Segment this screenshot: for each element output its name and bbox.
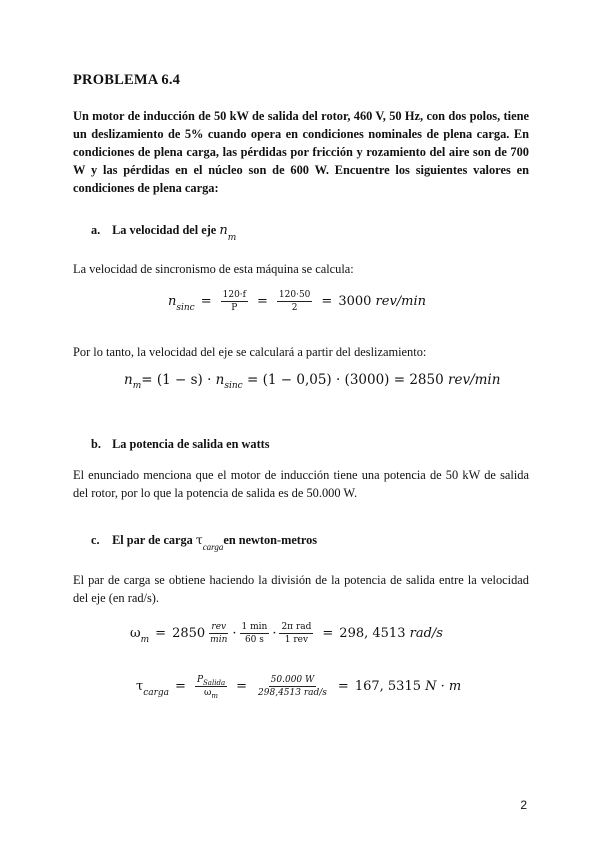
eq3-dot-1: · [232, 626, 237, 641]
eq2-middle-2: = (1 − 0,05) · (3000) = 2850 [242, 372, 448, 388]
section-c-symbol-sub: carga [202, 542, 224, 552]
eq4-lhs: τ [136, 679, 144, 694]
section-b-label: La potencia de salida en watts [112, 437, 270, 451]
eq3-fraction-2: $\frac{1 \min}{60 s}$ [241, 622, 268, 645]
section-b-letter: b. [91, 437, 101, 451]
eq3-fraction-1: $\frac{\text{rev}}{\min}$ [210, 622, 228, 645]
eq1-equals-3: = [321, 294, 333, 309]
section-c-letter: c. [91, 533, 100, 547]
section-a-heading [91, 223, 237, 243]
equation-torque [136, 675, 461, 698]
eq2-n: n [215, 372, 225, 388]
eq4-fraction-1: $\frac{P_{Salida}}{\omega_m}$ [196, 675, 226, 700]
eq3-lhs-sub: m [140, 634, 150, 645]
eq3-lhs: ω [130, 626, 141, 641]
eq1-unit: rev/min [375, 294, 427, 309]
section-c-symbol: τ [195, 533, 203, 547]
eq3-equals-2: = [322, 626, 334, 641]
eq1-equals: = [200, 294, 212, 309]
eq1-result: 3000 [338, 294, 372, 309]
equation-shaft-speed [124, 372, 501, 391]
section-c-label-post: en newton-metros [223, 533, 318, 547]
section-c-label-pre: El par de carga [112, 533, 196, 547]
eq3-result: 298, 4513 [339, 626, 406, 641]
paragraph-b: El enunciado menciona que el motor de inducción tiene una potencia de 50 kW de salida del rotor, por lo que la potencia de salida es de 50.000 W. [73, 468, 529, 500]
eq4-lhs-sub: carga [143, 687, 170, 698]
eq1-fraction-2: $\frac{120\cdot 50}{2}$ [278, 290, 311, 313]
eq3-dot-2: · [272, 626, 277, 641]
section-c-heading [91, 533, 318, 552]
section-a-letter: a. [91, 223, 101, 237]
page-number: 2 [520, 798, 527, 812]
section-a-symbol: n [219, 223, 228, 238]
eq1-equals-2: = [257, 294, 268, 309]
eq4-unit: N · m [425, 679, 462, 694]
paragraph-a2: Por lo tanto, la velocidad del eje se calculará a partir del deslizamiento: [73, 345, 427, 359]
section-b-heading [91, 437, 270, 452]
eq4-fraction-2: $\frac{50.000 W}{\text{298,4513 rad/s}}$ [258, 675, 327, 698]
eq4-equals-2: = [236, 679, 248, 694]
eq2-middle-1: = (1 − s) · [141, 372, 216, 388]
section-a-label: La velocidad del eje [112, 223, 217, 237]
eq1-lhs-sub: sinc [176, 302, 195, 313]
problem-title: PROBLEMA 6.4 [73, 72, 181, 88]
eq1-lhs: n [168, 294, 177, 309]
eq3-value: 2850 [172, 626, 206, 641]
paragraph-c: El par de carga se obtiene haciendo la división de la potencia de salida entre la velocidad del eje (en rad/s). [73, 573, 529, 605]
eq2-lhs-sub: m [132, 381, 142, 391]
equation-sync-speed [168, 290, 426, 313]
eq4-result: 167, 5315 [354, 679, 421, 694]
eq3-fraction-3: $\frac{\text{2π rad}}{\text{1 rev}}$ [281, 622, 312, 645]
problem-statement: Un motor de inducción de 50 kW de salida del rotor, 460 V, 50 Hz, con dos polos, tiene un deslizamiento de 5% cuando opera en condiciones nominales de plena carga. En condiciones de plena carga, las pérdidas por fricción y rozamiento del aire son de 700 W y las pérdidas en el núcleo son de 600 W. Encuentre los siguientes valores en condiciones de plena carga: [73, 109, 529, 195]
section-a-symbol-sub: m [227, 233, 237, 243]
eq3-equals: = [155, 626, 167, 641]
paragraph-a1: La velocidad de sincronismo de esta máquina se calcula: [73, 262, 354, 276]
eq2-lhs: n [124, 372, 133, 388]
eq3-unit: rad/s [409, 626, 443, 641]
eq4-equals: = [175, 679, 186, 694]
equation-omega [130, 622, 443, 645]
eq2-unit: rev/min [448, 372, 501, 388]
eq2-n-sub: sinc [224, 381, 243, 391]
eq4-equals-3: = [337, 679, 349, 694]
eq1-fraction-1: $\frac{120\cdot f}{P}$ [222, 290, 246, 313]
